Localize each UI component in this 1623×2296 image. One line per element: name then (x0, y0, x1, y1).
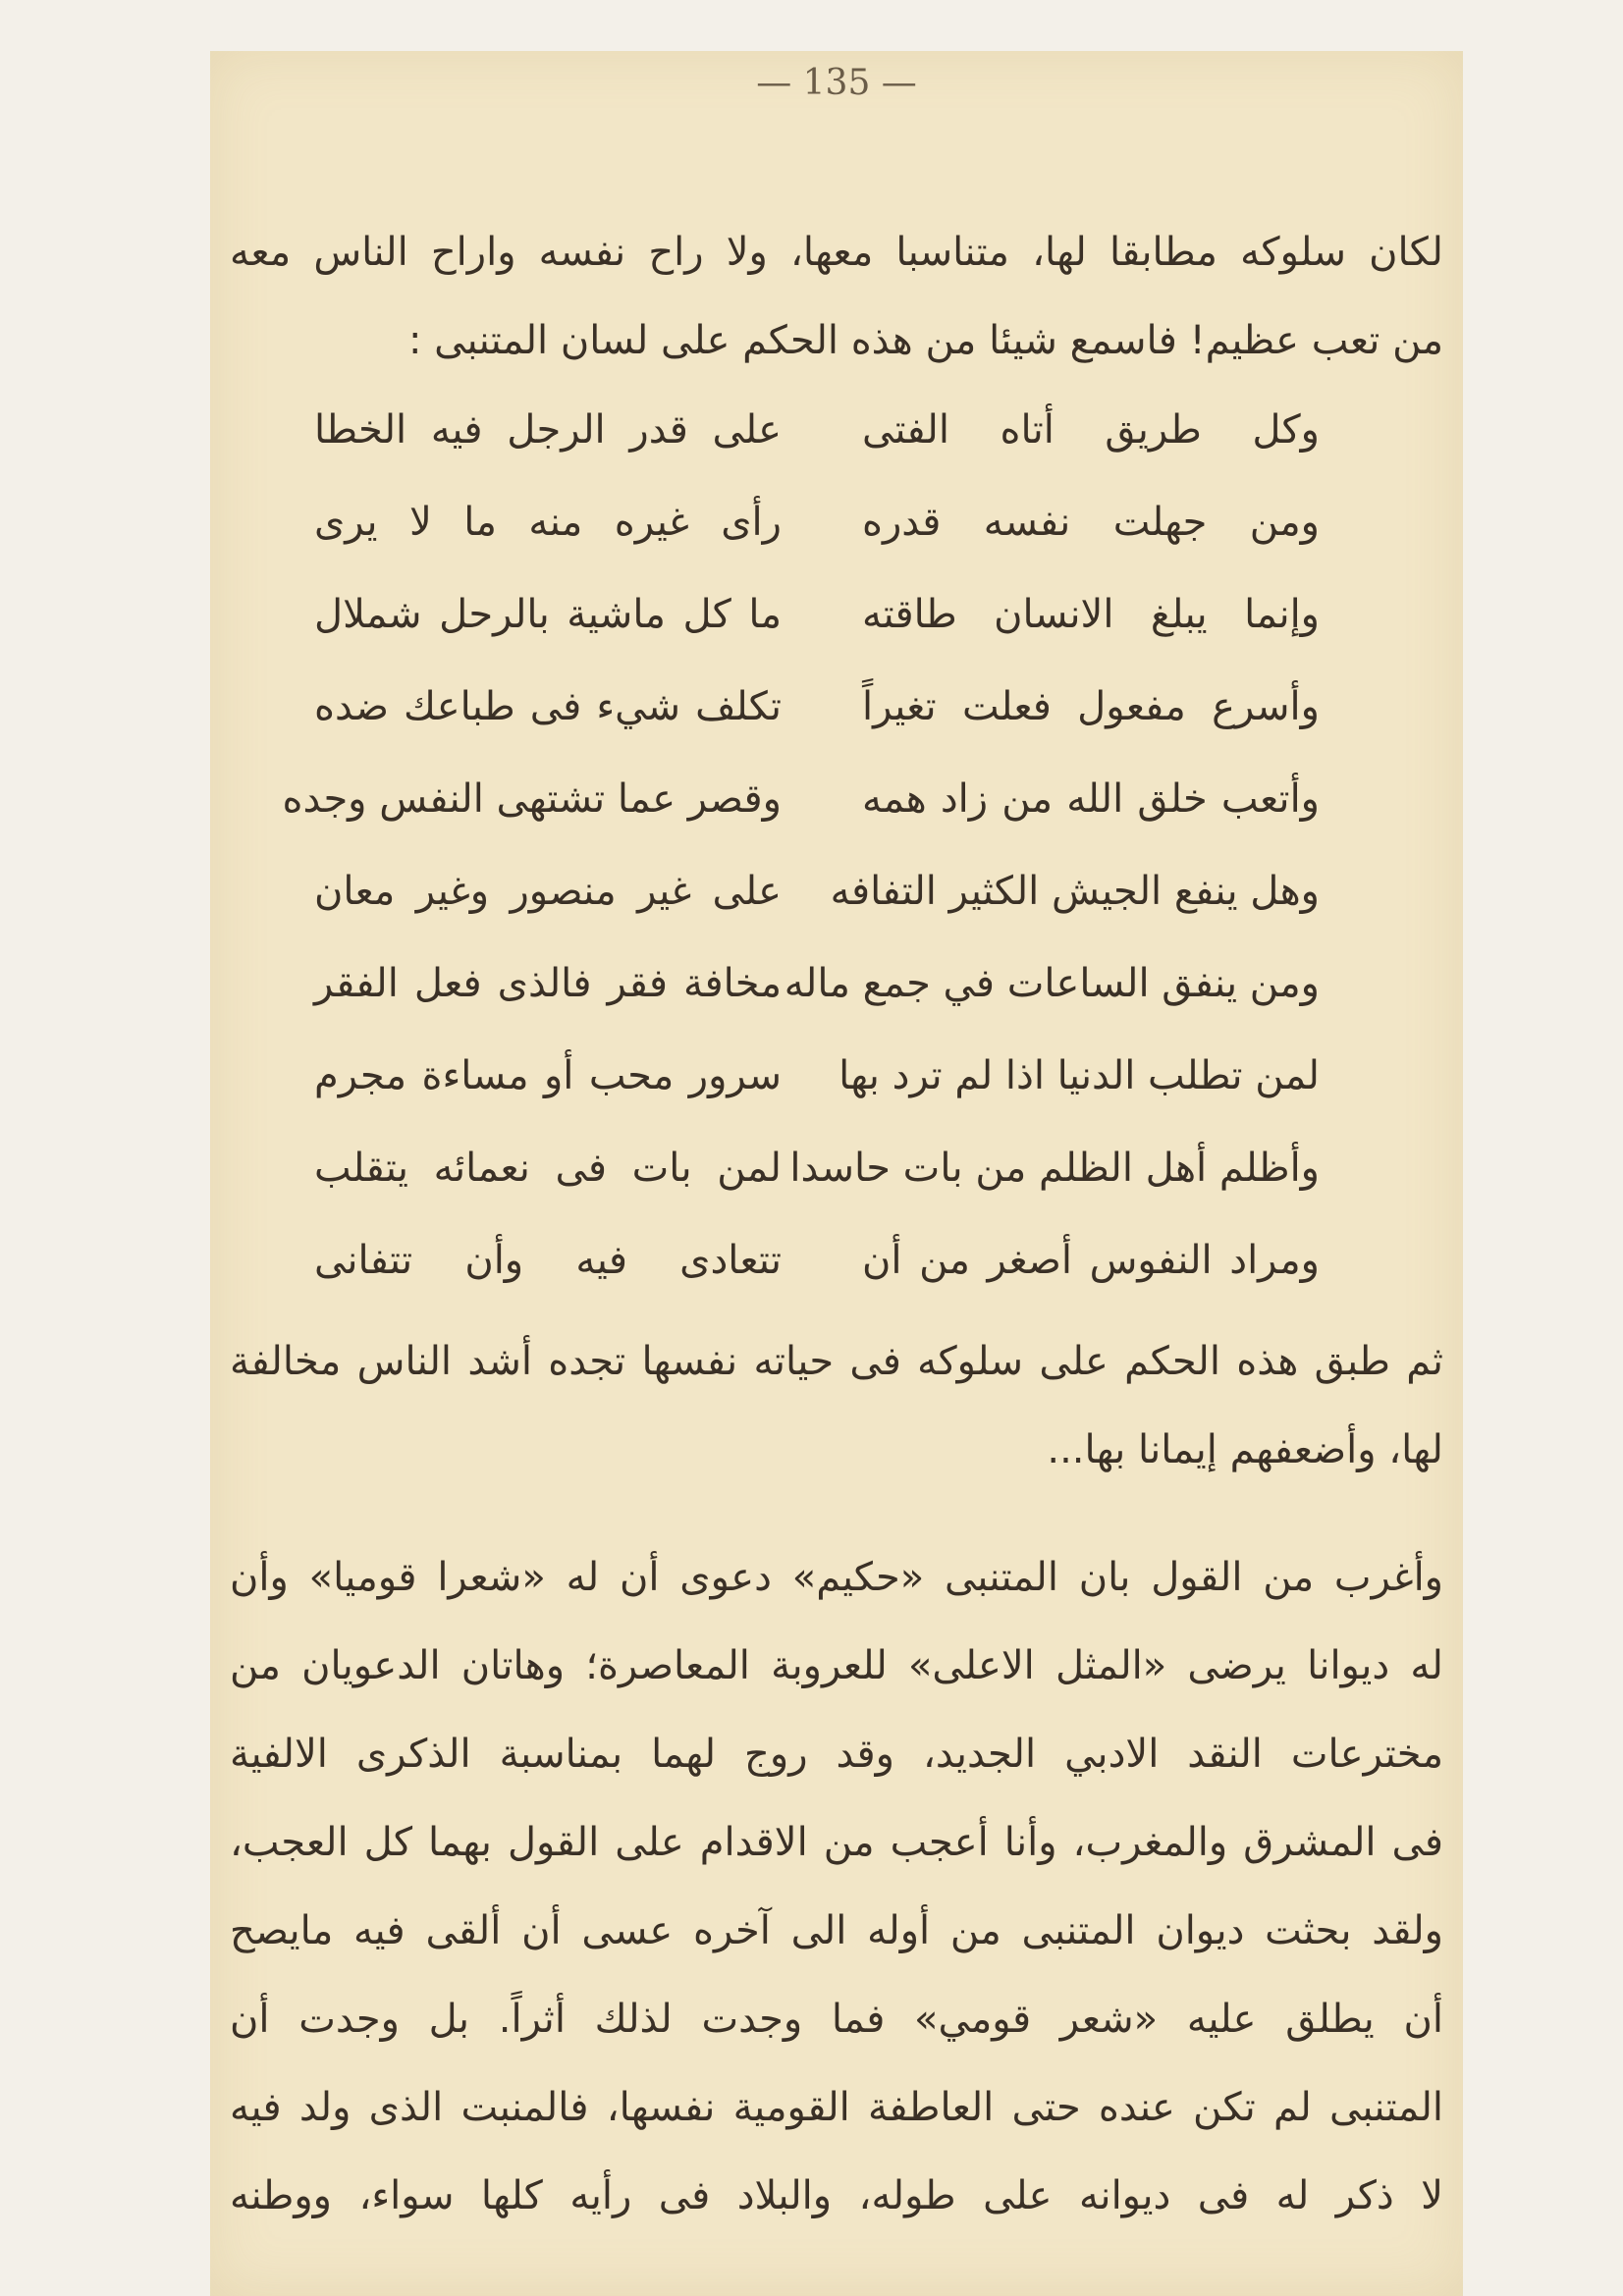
verse-second-hemistich: سرور محب أو مساءة مجرم (314, 1053, 782, 1098)
commentary-paragraph (230, 1317, 1443, 1494)
verse-first-hemistich: وكل طريق أتاه الفتى (862, 407, 1320, 453)
verse-first-hemistich: وأسرع مفعول فعلت تغيراً (862, 684, 1320, 729)
prose-line: لا ذكر له فى ديوانه على طوله، والبلاد فى رأيه كلها سواء، ووطنه (230, 2173, 1443, 2218)
verse-row (230, 846, 1443, 936)
verse-first-hemistich: وإنما يبلغ الانسان طاقته (862, 592, 1320, 637)
verse-row (230, 477, 1443, 567)
prose-line: ثم طبق هذه الحكم على سلوكه فى حياته نفسها تجده أشد الناس مخالفة (230, 1339, 1443, 1384)
page-number: — 135 — (756, 63, 917, 103)
verse-second-hemistich: مخافة فقر فالذى فعل الفقر (314, 961, 782, 1006)
prose-line: المتنبى لم تكن عنده حتى العاطفة القومية نفسها، فالمنبت الذى ولد فيه (230, 2085, 1443, 2130)
verse-row (230, 1031, 1443, 1121)
verse-second-hemistich: ما كل ماشية بالرحل شملال (314, 592, 782, 637)
verse-second-hemistich: تتعادى فيه وأن تتفانى (314, 1238, 782, 1283)
verse-row (230, 662, 1443, 752)
prose-line: فى المشرق والمغرب، وأنا أعجب من الاقدام على القول بهما كل العجب، (230, 1820, 1443, 1865)
verse-row (230, 1215, 1443, 1306)
verse-row (230, 754, 1443, 844)
verse-first-hemistich: وهل ينفع الجيش الكثير التفافه (830, 869, 1320, 914)
final-paragraph (230, 1533, 1443, 2240)
book-page (210, 51, 1463, 2296)
verse-first-hemistich: وأظلم أهل الظلم من بات حاسدا (789, 1146, 1320, 1191)
prose-line: مخترعات النقد الادبي الجديد، وقد روج لهما بمناسبة الذكرى الالفية (230, 1732, 1443, 1777)
verse-second-hemistich: على قدر الرجل فيه الخطا (314, 407, 782, 453)
verse-second-hemistich: تكلف شيء فى طباعك ضده (314, 684, 782, 729)
verse-row (230, 938, 1443, 1029)
verse-row (230, 569, 1443, 660)
prose-line: من تعب عظيم! فاسمع شيئا من هذه الحكم على لسان المتنبى : (407, 318, 1443, 363)
prose-line: أن يطلق عليه «شعر قومي» فما وجدت لذلك أثراً. بل وجدت أن (230, 1997, 1443, 2042)
verse-first-hemistich: ومراد النفوس أصغر من أن (862, 1238, 1320, 1283)
intro-paragraph (230, 208, 1443, 385)
verse-first-hemistich: وأتعب خلق الله من زاد همه (862, 776, 1320, 822)
verse-row (230, 1123, 1443, 1213)
prose-line: ولقد بحثت ديوان المتنبى من أوله الى آخره عسى أن ألقى فيه مايصح (230, 1908, 1443, 1953)
verse-second-hemistich: على غير منصور وغير معان (314, 869, 782, 914)
prose-line: وأغرب من القول بان المتنبى «حكيم» دعوى أن له «شعرا قوميا» وأن (230, 1555, 1443, 1600)
prose-line: لكان سلوكه مطابقا لها، متناسبا معها، ولا راح نفسه واراح الناس معه (230, 230, 1443, 275)
verse-first-hemistich: ومن جهلت نفسه قدره (862, 500, 1320, 545)
prose-line: له ديوانا يرضى «المثل الاعلى» للعروبة المعاصرة؛ وهاتان الدعويان من (230, 1643, 1443, 1688)
verse-second-hemistich: وقصر عما تشتهى النفس وجده (282, 776, 782, 822)
verse-second-hemistich: لمن بات فى نعمائه يتقلب (314, 1146, 782, 1191)
verse-second-hemistich: رأى غيره منه ما لا يرى (314, 500, 782, 545)
poem-verses (230, 385, 1443, 1308)
verse-first-hemistich: لمن تطلب الدنيا اذا لم ترد بها (839, 1053, 1320, 1098)
verse-row (230, 385, 1443, 475)
verse-first-hemistich: ومن ينفق الساعات في جمع ماله (784, 961, 1320, 1006)
prose-line: لها، وأضعفهم إيمانا بها... (1047, 1427, 1443, 1472)
